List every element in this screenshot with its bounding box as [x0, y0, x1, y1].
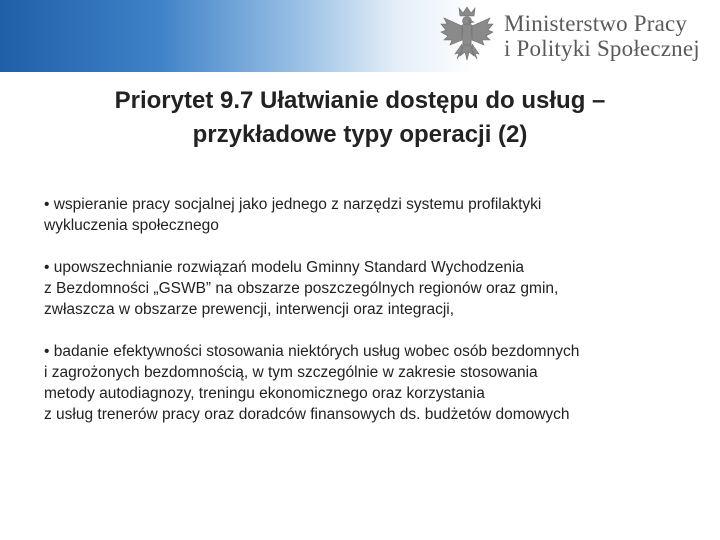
slide-title-line2: przykładowe typy operacji (2): [192, 121, 528, 148]
bullet-list: [44, 194, 704, 446]
slide-title: [40, 84, 680, 152]
bullet-line: zwłaszcza w obszarze prewencji, interwencji oraz integracji,: [44, 301, 455, 318]
bullet-line: • wspieranie pracy socjalnej jako jednego z narzędzi systemu profilaktyki: [44, 196, 542, 213]
ministry-name: [504, 11, 700, 61]
bullet-item: [44, 341, 704, 425]
ministry-name-line2: i Polityki Społecznej: [504, 36, 700, 61]
bullet-line: wykluczenia społecznego: [44, 217, 219, 234]
bullet-line: z usług trenerów pracy oraz doradców finansowych ds. budżetów domowych: [44, 406, 570, 423]
ministry-name-line1: Ministerstwo Pracy: [504, 11, 688, 36]
eagle-emblem-icon: [438, 4, 496, 68]
bullet-item: [44, 257, 704, 320]
bullet-item: [44, 194, 704, 236]
bullet-line: • badanie efektywności stosowania niektórych usług wobec osób bezdomnych: [44, 343, 580, 360]
bullet-line: i zagrożonych bezdomnością, w tym szczególnie w zakresie stosowania: [44, 364, 538, 381]
ministry-logo: [438, 4, 700, 68]
bullet-line: • upowszechnianie rozwiązań modelu Gminny Standard Wychodzenia: [44, 259, 525, 276]
slide-title-line1: Priorytet 9.7 Ułatwianie dostępu do usług –: [114, 87, 606, 114]
bullet-line: metody autodiagnozy, treningu ekonomicznego oraz korzystania: [44, 385, 485, 402]
bullet-line: z Bezdomności „GSWB” na obszarze poszczególnych regionów oraz gmin,: [44, 280, 559, 297]
